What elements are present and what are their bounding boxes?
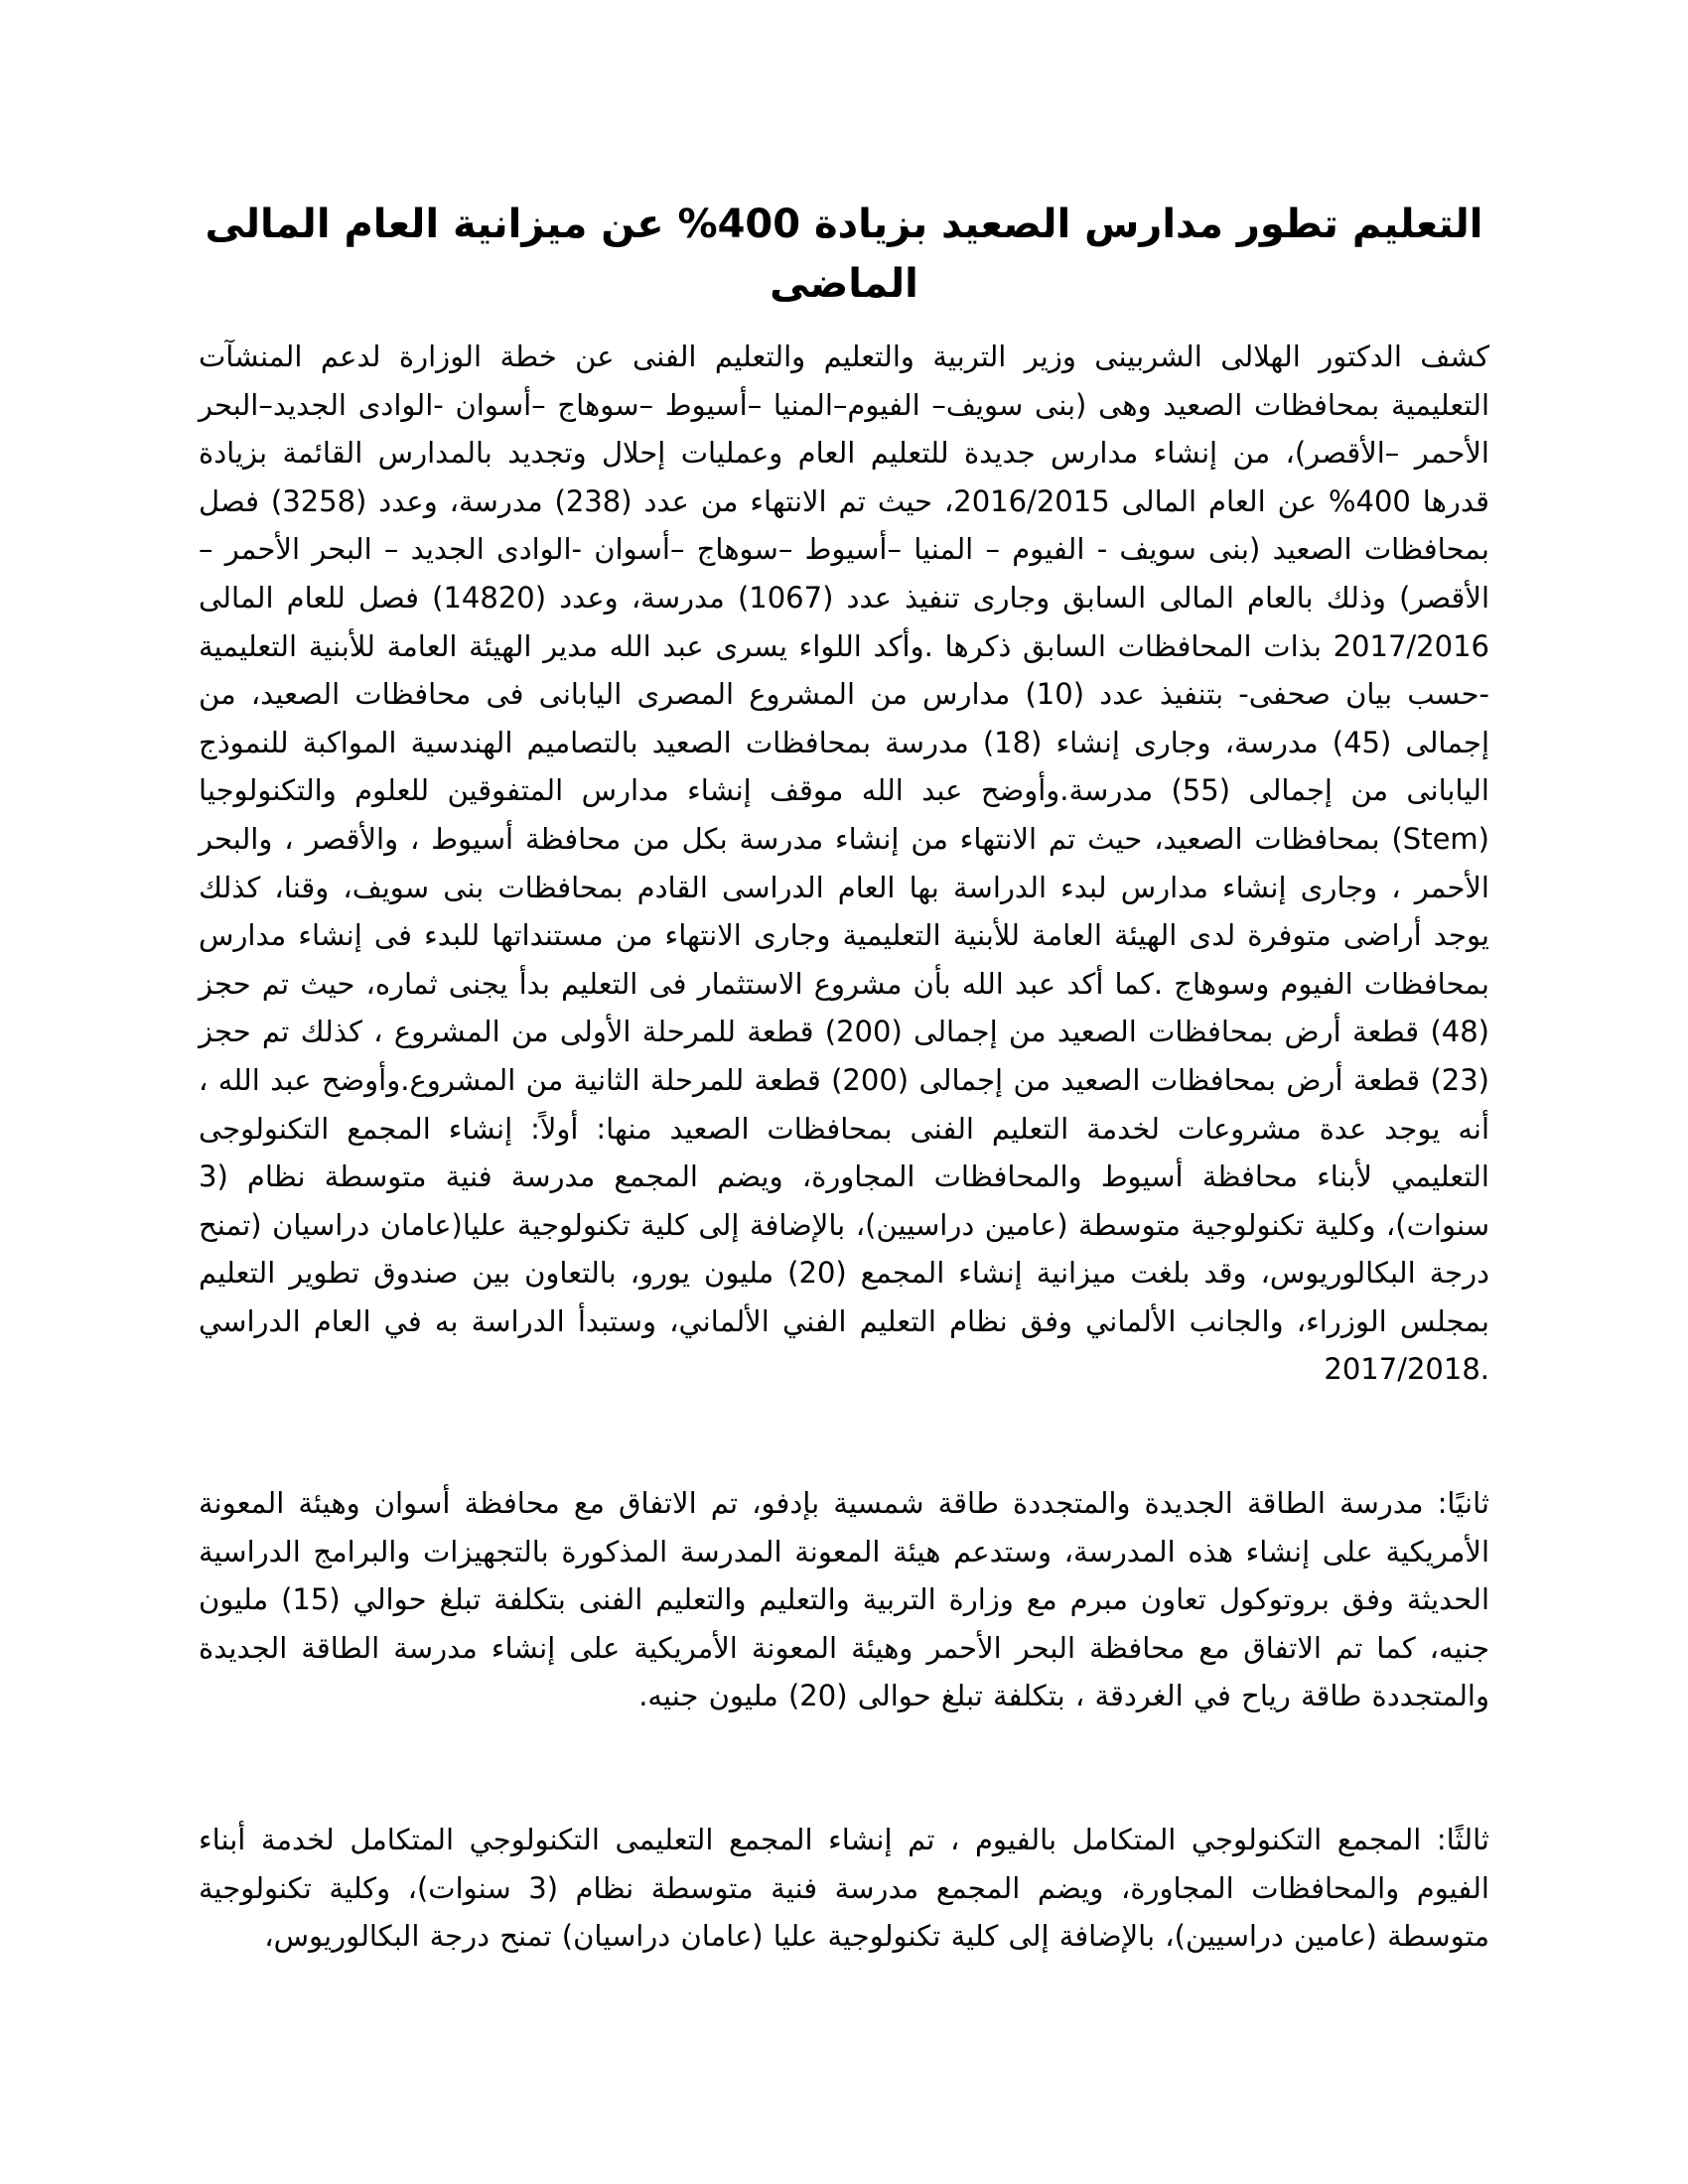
body-paragraph-3: ثالثًا: المجمع التكنولوجي المتكامل بالفيوم ، تم إنشاء المجمع التعليمى التكنولوجي المتكامل لخدمة أبناء الفيوم والمحافظات المجاورة، ويضم المجمع مدرسة فنية متوسطة نظام (3 سنوات)، وكلية تكنولوجية متوسطة (عامين دراسيين)، بالإضافة إلى كلية تكنولوجية عليا (عامان دراسيان) تمنح درجة البكالوريوس،: [199, 1823, 1489, 1954]
body-paragraph-1: كشف الدكتور الهلالى الشربينى وزير التربية والتعليم والتعليم الفنى عن خطة الوزارة لدعم المنشآت التعليمية بمحافظات الصعيد وهى (بنى سويف– الفيوم–المنيا –أسيوط –سوهاج –أسوان -الوادى الجديد–البحر الأحمر –الأقصر)، من إنشاء مدارس جديدة للتعليم العام وعمليات إحلال وتجديد بالمدارس القائمة بزيادة قدرها 400% عن العام المالى 2016/2015، حيث تم الانتهاء من عدد (238) مدرسة، وعدد (3258) فصل بمحافظات الصعيد (بنى سويف - الفيوم – المنيا –أسيوط –سوهاج –أسوان -الوادى الجديد – البحر الأحمر – الأقصر) وذلك بالعام المالى السابق وجارى تنفيذ عدد (1067) مدرسة، وعدد (14820) فصل للعام المالى 2017/2016 بذات المحافظات السابق ذكرها .وأكد اللواء يسرى عبد الله مدير الهيئة العامة للأبنية التعليمية -حسب بيان صحفى- بتنفيذ عدد (10) مدارس من المشروع المصرى اليابانى فى محافظات الصعيد، من إجمالى (45) مدرسة، وجارى إنشاء (18) مدرسة بمحافظات الصعيد بالتصاميم الهندسية المواكبة للنموذج اليابانى من إجمالى (55) مدرسة.وأوضح عبد الله موقف إنشاء مدارس المتفوقين للعلوم والتكنولوجيا (Stem) بمحافظات الصعيد، حيث تم الانتهاء من إنشاء مدرسة بكل من محافظة أسيوط ، والأقصر ، والبحر الأحمر ، وجارى إنشاء مدارس لبدء الدراسة بها العام الدراسى القادم بمحافظات بنى سويف، وقنا، كذلك يوجد أراضى متوفرة لدى الهيئة العامة للأبنية التعليمية وجارى الانتهاء من مستنداتها للبدء فى إنشاء مدارس بمحافظات الفيوم وسوهاج .كما أكد عبد الله بأن مشروع الاستثمار فى التعليم بدأ يجنى ثماره، حيث تم حجز (48) قطعة أرض بمحافظات الصعيد من إجمالى (200) قطعة للمرحلة الأولى من المشروع ، كذلك تم حجز (23) قطعة أرض بمحافظات الصعيد من إجمالى (200) قطعة للمرحلة الثانية من المشروع.وأوضح عبد الله ، أنه يوجد عدة مشروعات لخدمة التعليم الفنى بمحافظات الصعيد منها: أولاً: إنشاء المجمع التكنولوجى التعليمي لأبناء محافظة أسيوط والمحافظات المجاورة، ويضم المجمع مدرسة فنية متوسطة نظام (3 سنوات)، وكلية تكنولوجية متوسطة (عامين دراسيين)، بالإضافة إلى كلية تكنولوجية عليا(عامان دراسيان (تمنح درجة البكالوريوس، وقد بلغت ميزانية إنشاء المجمع (20) مليون يورو، بالتعاون بين صندوق تطوير التعليم بمجلس الوزراء، والجانب الألماني وفق نظام التعليم الفني الألماني، وستبدأ الدراسة به في العام الدراسي .2017/2018: [199, 340, 1490, 1387]
article-title: التعليم تطور مدارس الصعيد بزيادة 400% عن ميزانية العام المالى الماضى: [205, 202, 1483, 307]
body-paragraph-2: ثانيًا: مدرسة الطاقة الجديدة والمتجددة طاقة شمسية بإدفو، تم الاتفاق مع محافظة أسوان وهيئة المعونة الأمريكية على إنشاء هذه المدرسة، وستدعم هيئة المعونة المدرسة المذكورة بالتجهيزات والبرامج الدراسية الحديثة وفق بروتوكول تعاون مبرم مع وزارة التربية والتعليم والتعليم الفنى بتكلفة تبلغ حوالي (15) مليون جنيه، كما تم الاتفاق مع محافظة البحر الأحمر وهيئة المعونة الأمريكية على إنشاء مدرسة الطاقة الجديدة والمتجددة طاقة رياح في الغردقة ، بتكلفة تبلغ حوالى (20) مليون جنيه.: [199, 1486, 1489, 1713]
